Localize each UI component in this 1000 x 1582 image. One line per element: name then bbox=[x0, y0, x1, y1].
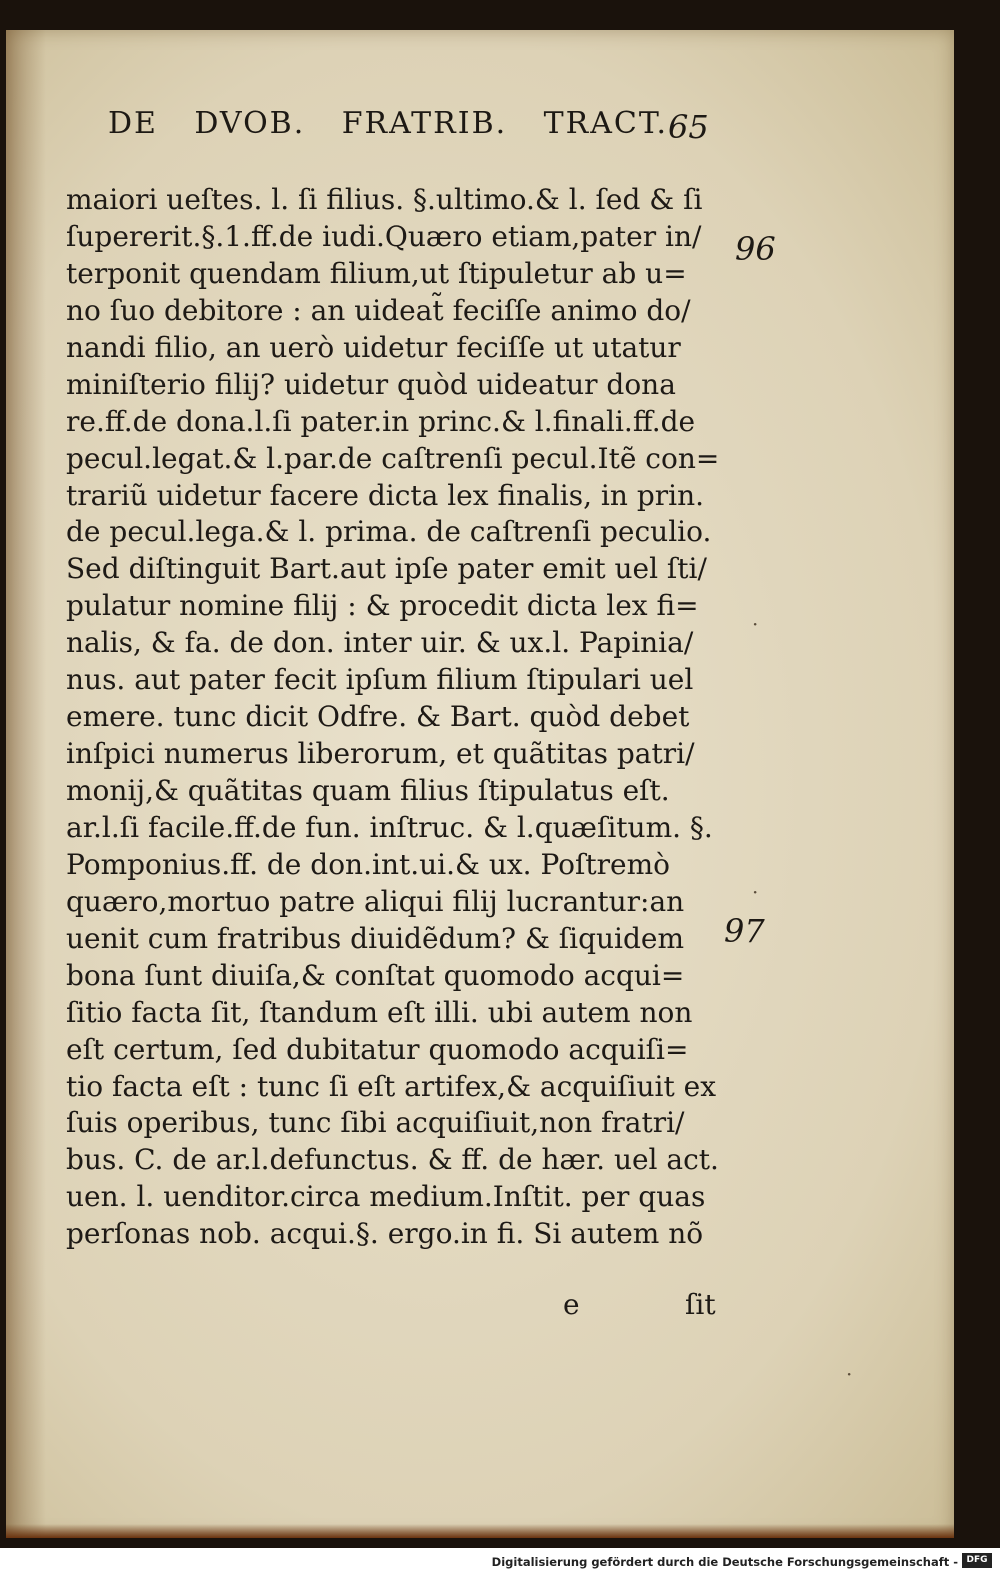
text-line bbox=[66, 330, 726, 367]
text-line bbox=[66, 773, 726, 810]
text-line-content: tio facta eſt : tunc ſi eſt artifex,& acquiſiuit ex bbox=[66, 1069, 717, 1103]
text-line-content: monij,& quãtitas quam filius ſtipulatus eſt. bbox=[66, 774, 670, 807]
signature-mark: e bbox=[563, 1288, 580, 1321]
text-line-content: bus. C. de ar.l.defunctus. & ff. de hær. uel act. bbox=[66, 1143, 719, 1177]
text-line bbox=[66, 256, 726, 293]
margin-number: 97 bbox=[724, 912, 765, 950]
text-line bbox=[66, 1216, 726, 1253]
text-line bbox=[66, 736, 726, 773]
text-line bbox=[66, 441, 726, 478]
text-line-content: ſuis operibus, tunc ſibi acquiſiuit,non fratri/ bbox=[66, 1106, 685, 1140]
text-line bbox=[66, 921, 726, 958]
text-line bbox=[66, 995, 726, 1032]
text-line-content: Sed diſtinguit Bart.aut ipſe pater emit uel ſti/ bbox=[66, 552, 707, 586]
text-line bbox=[66, 662, 726, 699]
text-line bbox=[66, 293, 726, 330]
running-title-word: DE bbox=[108, 106, 158, 141]
text-line-content: quæro,mortuo patre aliqui filij lucrantur:an bbox=[66, 884, 685, 918]
text-line bbox=[66, 1179, 726, 1216]
ink-speck: · bbox=[752, 612, 759, 636]
text-block bbox=[66, 182, 726, 1253]
text-line-content: nalis, & fa. de don. inter uir. & ux.l. Papinia/ bbox=[66, 626, 694, 660]
text-line bbox=[66, 588, 726, 625]
text-line bbox=[66, 699, 726, 736]
text-line bbox=[66, 847, 726, 884]
catchword: ſit bbox=[685, 1288, 716, 1321]
text-line-content: inſpici numerus liberorum, et quãtitas patri/ bbox=[66, 737, 695, 771]
running-title-word: FRATRIB. bbox=[341, 106, 508, 141]
text-line bbox=[66, 478, 726, 515]
text-line-content: terponit quendam filium,ut ſtipuletur ab u= bbox=[66, 256, 687, 290]
text-line bbox=[66, 1105, 726, 1142]
text-line-content: ar.l.ſi facile.ff.de fun. inſtruc. & l.quæſitum. §. bbox=[66, 810, 713, 844]
text-line bbox=[66, 219, 726, 256]
text-line bbox=[66, 404, 726, 441]
text-line bbox=[66, 551, 726, 588]
text-line-content: uen. l. uenditor.circa medium.Inſtit. per quas bbox=[66, 1180, 706, 1214]
text-line-content: bona ſunt diuiſa,& conſtat quomodo acqui= bbox=[66, 958, 685, 992]
text-line-content: Pomponius.ff. de don.int.ui.& ux. Poſtremò bbox=[66, 847, 671, 881]
text-line bbox=[66, 1032, 726, 1069]
text-line-content: miniſterio filij? uidetur quòd uideatur dona bbox=[66, 367, 676, 401]
ink-speck: · bbox=[752, 880, 759, 904]
dfg-logo: DFG bbox=[962, 1553, 992, 1568]
text-line-content: uenit cum fratribus diuidẽdum? & ſiquidem bbox=[66, 921, 685, 955]
text-line-content: no ſuo debitore : an uideat̃ feciſſe animo do/ bbox=[66, 293, 691, 327]
text-line-content: ſupererit.§.1.ff.de iudi.Quæro etiam,pater in/ bbox=[66, 219, 702, 253]
text-line-content: nus. aut pater fecit ipſum filium ſtipulari uel bbox=[66, 663, 694, 697]
text-line-content: trariũ uidetur facere dicta lex finalis, in prin. bbox=[66, 478, 705, 512]
folio-number: 65 bbox=[668, 108, 709, 146]
funding-credit: Digitalisierung gefördert durch die Deutsche Forschungsgemeinschaft - bbox=[491, 1555, 958, 1569]
text-line bbox=[66, 884, 726, 921]
text-line-content: pulatur nomine filij : & procedit dicta lex fi= bbox=[66, 589, 699, 623]
text-line-content: ſitio facta ſit, ſtandum eſt illi. ubi autem non bbox=[66, 995, 693, 1029]
running-header bbox=[108, 106, 668, 141]
text-line bbox=[66, 1069, 726, 1106]
page-gutter-shadow bbox=[6, 30, 46, 1538]
text-line-content: perſonas nob. acqui.§. ergo.in fi. Si autem nõ bbox=[66, 1217, 704, 1251]
text-line-content: maiori ueſtes. l. ſi filius. §.ultimo.& l. ſed & ſi bbox=[66, 183, 703, 216]
text-line-content: re.ff.de dona.l.ſi pater.in princ.& l.finali.ff.de bbox=[66, 404, 696, 438]
running-title-word: DVOB. bbox=[194, 106, 306, 141]
margin-number: 96 bbox=[735, 230, 776, 268]
page-bottom-edge bbox=[6, 1524, 954, 1538]
text-line bbox=[66, 958, 726, 995]
text-line-content: de pecul.lega.& l. prima. de caſtrenſi peculio. bbox=[66, 515, 712, 549]
text-line-content: emere. tunc dicit Odfre. & Bart. quòd debet bbox=[66, 700, 690, 734]
text-line-content: eſt certum, ſed dubitatur quomodo acquiſi= bbox=[66, 1032, 689, 1066]
running-title-word: TRACT. bbox=[543, 106, 668, 141]
text-line bbox=[66, 514, 726, 551]
text-line bbox=[66, 367, 726, 404]
text-line bbox=[66, 1142, 726, 1179]
text-line bbox=[66, 625, 726, 662]
text-line-content: nandi filio, an uerò uidetur feciſſe ut utatur bbox=[66, 330, 681, 364]
text-line-content: pecul.legat.& l.par.de caſtrenſi pecul.Itẽ con= bbox=[66, 441, 720, 475]
text-line bbox=[66, 810, 726, 847]
text-line bbox=[66, 182, 726, 219]
ink-speck: · bbox=[846, 1362, 853, 1386]
